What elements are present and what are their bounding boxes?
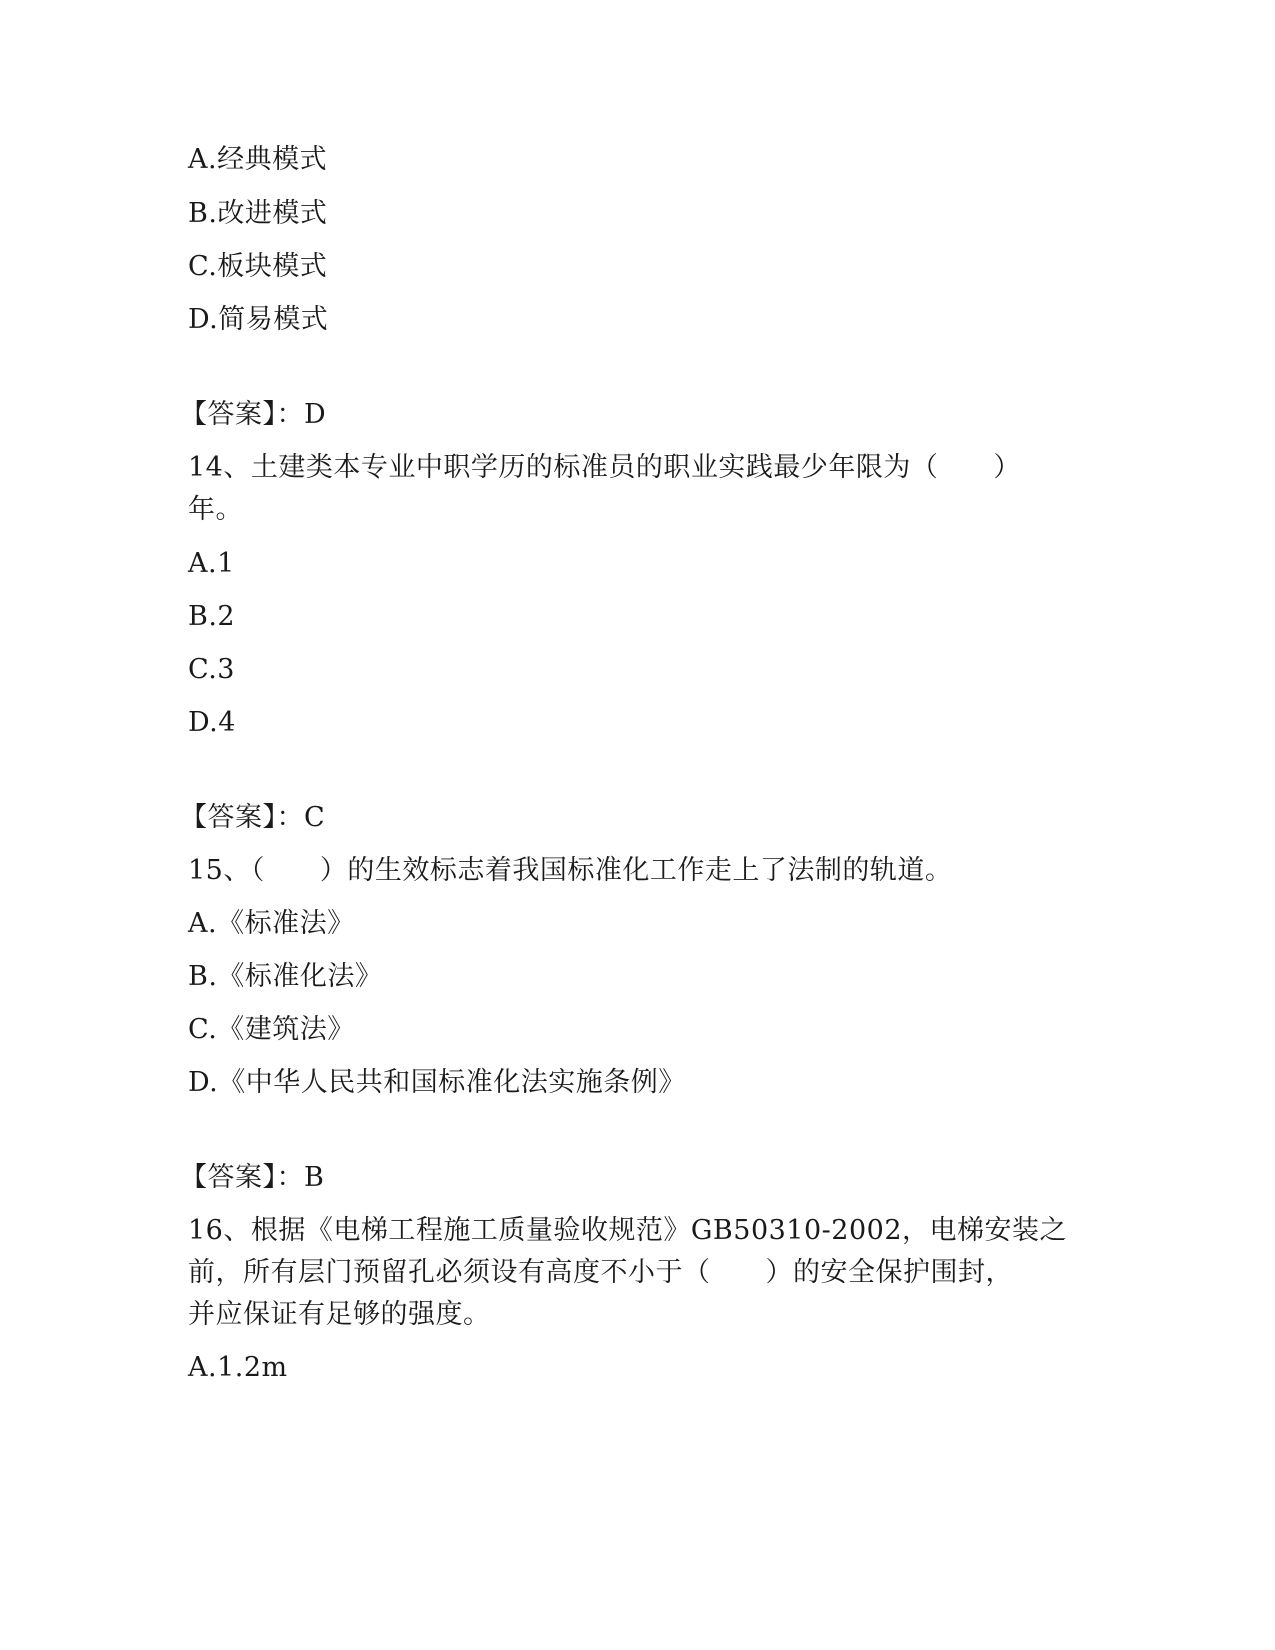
q14-answer: 【答案】：C bbox=[180, 802, 326, 833]
q16-question-line2: 前，所有层门预留孔必须设有高度不小于（ ）的安全保护围封， bbox=[188, 1257, 1013, 1288]
q13-option-c: C.板块模式 bbox=[188, 251, 328, 282]
q15-option-a: A.《标准法》 bbox=[188, 908, 355, 939]
q14-option-b: B.2 bbox=[188, 601, 236, 632]
q15-option-b: B.《标准化法》 bbox=[188, 961, 383, 992]
q14-question-line1: 14、土建类本专业中职学历的标准员的职业实践最少年限为（ ） bbox=[188, 452, 1021, 483]
q13-option-a: A.经典模式 bbox=[188, 144, 328, 175]
q13-option-d: D.简易模式 bbox=[188, 304, 329, 335]
q15-option-c: C.《建筑法》 bbox=[188, 1014, 355, 1045]
q15-question-line1: 15、（ ）的生效标志着我国标准化工作走上了法制的轨道。 bbox=[188, 855, 953, 886]
q14-option-c: C.3 bbox=[188, 654, 235, 685]
q13-option-b: B.改进模式 bbox=[188, 198, 328, 229]
q15-answer: 【答案】：B bbox=[180, 1162, 325, 1193]
q16-question-line3: 并应保证有足够的强度。 bbox=[188, 1299, 491, 1330]
q16-question-line1: 16、根据《电梯工程施工质量验收规范》GB50310-2002，电梯安装之 bbox=[188, 1215, 1067, 1246]
q13-answer: 【答案】：D bbox=[180, 399, 327, 430]
q14-option-d: D.4 bbox=[188, 707, 236, 738]
q14-question-line2: 年。 bbox=[188, 494, 243, 525]
q16-option-a: A.1.2m bbox=[188, 1352, 288, 1383]
q15-option-d: D.《中华人民共和国标准化法实施条例》 bbox=[188, 1067, 686, 1098]
q14-option-a: A.1 bbox=[188, 548, 235, 579]
